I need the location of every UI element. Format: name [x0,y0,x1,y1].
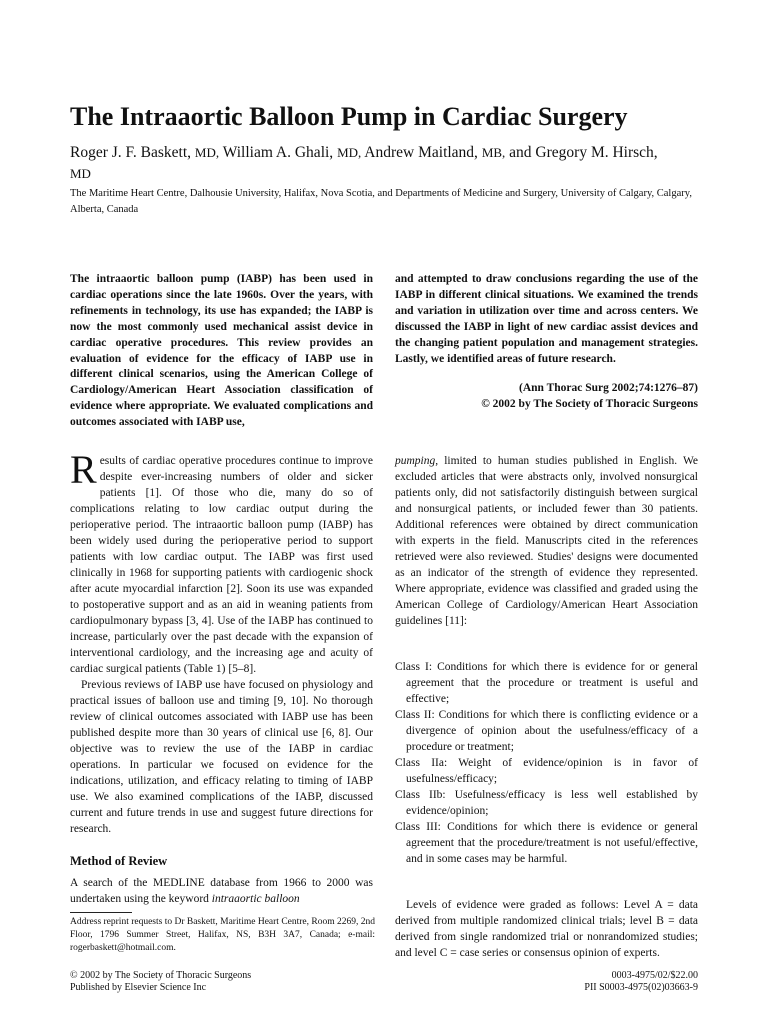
author-name: William A. Ghali, [222,144,334,161]
author-name: and Gregory M. Hirsch, [509,144,658,161]
author-name: Roger J. F. Baskett, [70,144,192,161]
publisher-footer [70,970,251,994]
class-item: Class III: Conditions for which there is evidence or general agreement that the procedure/treatment is not useful/effective, and in some cases may be harmful. [395,821,698,865]
author-degree: MD, [337,145,362,160]
abstract-right-column [395,272,698,413]
author-name: Andrew Maitland, [364,144,478,161]
body-left-column [70,447,373,907]
intro-paragraph [70,447,373,677]
journal-citation: (Ann Thorac Surg 2002;74:1276–87) [518,382,698,395]
method-text: , limited to human studies published in English. We excluded articles that were abstracts only, involved nonsurgical patients only, did not satisfactorily distinguish between surgical and nonsurgical patients, or included fewer than 30 patients. Additional references were obtained by direct communication with experts in the field. Manuscripts cited in the references retrieved were also reviewed. Studies' designs were documented as an indicator of the strength of evidence they represented. Where appropriate, evidence was classified and graded using the American College of Cardiology/American Heart Association guidelines [11]: [395,455,698,627]
reprint-footnote: Address reprint requests to Dr Baskett, Maritime Heart Centre, Room 2269, 2nd Floor, 1796 Summer Street, Halifax, NS, B3H 3A7, Canada; e-mail: rogerbaskett@hotmail.com. [70,917,375,953]
article-title: The Intraaortic Balloon Pump in Cardiac Surgery [70,102,628,131]
evidence-class-list [395,659,698,867]
class-item: Class IIa: Weight of evidence/opinion is in favor of usefulness/efficacy; [395,757,698,785]
abstract-text: and attempted to draw conclusions regarding the use of the IABP in different clinical situations. We examined the trends and variation in utilization over time and across centers. We discussed the IABP in light of new cardiac assist devices and the changing patient population and management strategies. Lastly, we identified areas of future research. [395,273,698,365]
abstract-citation-block [395,381,698,413]
footer-pii: PII S0003-4975(02)03663-9 [584,982,698,993]
search-keyword: pumping [395,455,436,467]
section-heading-method: Method of Review [70,854,168,868]
drop-cap: R [70,447,97,492]
copyright-notice: © 2002 by The Society of Thoracic Surgeons [481,398,698,411]
author-degree: MD [70,166,91,181]
objective-paragraph: Previous reviews of IABP use have focused on physiology and practical issues of balloon use and timing [9, 10]. No thorough review of clinical outcomes associated with IABP use has been published despite more than 30 years of clinical use [6, 8]. Our objective was to review the use of the IABP in cardiac operations. In particular we focused on evidence for the indications, utilization, and efficacy relating to timing of IABP use. We also examined complications of the IABP, discussed current and future trends in use and suggest future directions for research. [70,679,373,835]
footer-publisher: Published by Elsevier Science Inc [70,982,207,993]
method-paragraph-start [70,875,373,907]
abstract-left-column: The intraaortic balloon pump (IABP) has been used in cardiac operations since the late 1960s. Over the years, with refinements in technology, its use has expanded; the IABP is now the most commonly used mechanical assist device in cardiac operative procedures. This review provides an evaluation of evidence for the efficacy of IABP use in different clinical scenarios, using the American College of Cardiology/American Heart Association classification of evidence where appropriate. We evaluated complications and outcomes associated with IABP use, [70,273,373,429]
footer-issn: 0003-4975/02/$22.00 [611,970,698,981]
method-paragraph-cont [395,453,698,629]
class-item: Class II: Conditions for which there is conflicting evidence or a divergence of opinion about the usefulness/efficacy of a procedure or treatment; [395,709,698,753]
author-degree: MB, [481,145,506,160]
author-list [70,142,670,184]
author-affiliation: The Maritime Heart Centre, Dalhousie University, Halifax, Nova Scotia, and Departments of Medicine and Surgery, University of Calgary, Calgary, Alberta, Canada [70,188,692,215]
evidence-levels-paragraph: Levels of evidence were graded as follows: Level A = data derived from multiple randomized clinical trials; level B = data derived from single randomized trial or nonrandomized studies; and level C = case series or consensus opinion of experts. [395,899,698,959]
identifier-footer [584,970,698,994]
intro-text: esults of cardiac operative procedures continue to improve despite ever-increasing numbers of older and sicker patients [1]. Of those who die, many do so of complications relating to low cardiac output during the perioperative period. The intraaortic balloon pump (IABP) has been widely used during the perioperative period to support patients with low cardiac output. The IABP was first used clinically in 1968 for supporting patients with cardiogenic shock after acute myocardial infarction [2]. Soon its use was expanded to postoperative support and as an aid in weaning patients from cardiopulmonary bypass [3, 4]. Use of the IABP has continued to increase, particularly over the past decade with the expansion of interventional cardiology, and the increasing age and acuity of cardiac surgical patients (Table 1) [5–8]. [70,455,373,675]
class-item: Class I: Conditions for which there is evidence for or general agreement that the procedure or treatment is useful and effective; [395,661,698,705]
body-right-column [395,453,698,961]
footer-copyright: © 2002 by The Society of Thoracic Surgeons [70,970,252,981]
author-degree: MD, [194,145,220,160]
class-item: Class IIb: Usefulness/efficacy is less well established by evidence/opinion; [395,789,698,817]
method-text: A search of the MEDLINE database from 1966 to 2000 was undertaken using the keyword [70,877,373,905]
search-keyword: intraaortic balloon [211,893,300,905]
footnote-divider [70,912,132,913]
